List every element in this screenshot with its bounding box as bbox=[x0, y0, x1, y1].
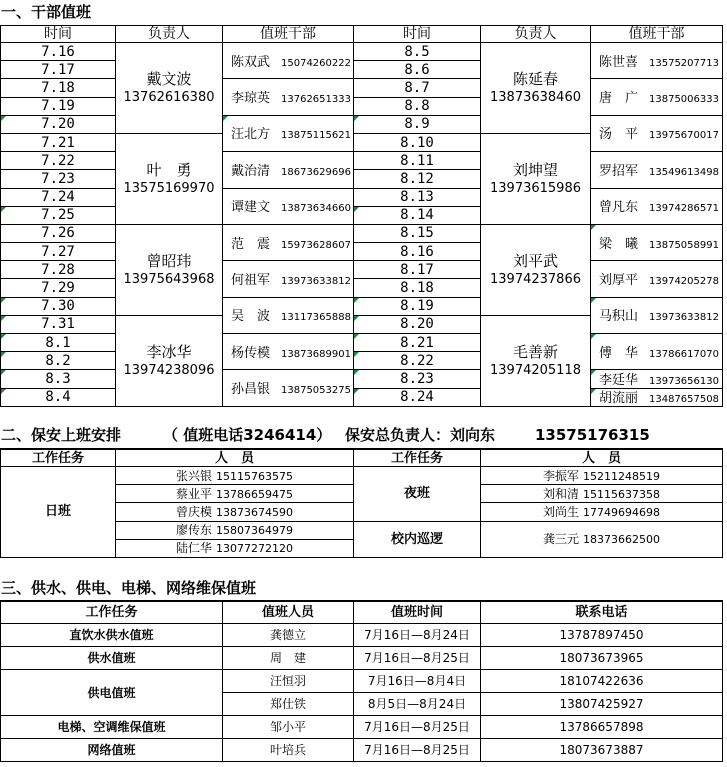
time-cell: 8.8 bbox=[354, 97, 481, 115]
time-cell: 7.26 bbox=[1, 224, 116, 242]
leader-name: 曾昭玮 bbox=[146, 251, 192, 270]
time-cell: 7.25 bbox=[1, 206, 116, 224]
period-cell: 7月16日—8月4日 bbox=[354, 670, 481, 693]
header-row bbox=[1, 601, 723, 624]
table-row bbox=[1, 388, 723, 406]
staff-phone: 13873689901 bbox=[281, 348, 351, 360]
staff-name: 唐 广 bbox=[599, 91, 639, 107]
staff-name: 李廷华 bbox=[599, 372, 639, 388]
person-cell: 龚德立 bbox=[223, 624, 354, 647]
time-cell: 8.11 bbox=[354, 152, 481, 170]
task-cell: 网络值班 bbox=[1, 739, 223, 762]
col-header-leader: 负责人 bbox=[116, 26, 223, 43]
staff-phone: 13786617070 bbox=[649, 348, 719, 360]
staff-name: 陈双武 bbox=[231, 54, 271, 70]
table-row bbox=[1, 739, 723, 762]
period-cell: 7月16日—8月25日 bbox=[354, 739, 481, 762]
staff-cell bbox=[223, 115, 354, 151]
time-cell: 8.6 bbox=[354, 61, 481, 79]
security-duty-phone-note: （ 值班电话3246414） bbox=[163, 426, 332, 444]
task-cell-night-shift: 夜班 bbox=[354, 467, 481, 522]
period-cell: 7月16日—8月25日 bbox=[354, 716, 481, 739]
col-header-phone: 联系电话 bbox=[481, 601, 723, 624]
section-title-cadre: 一、干部值班 bbox=[1, 3, 92, 21]
task-cell: 电梯、空调维保值班 bbox=[1, 716, 223, 739]
task-cell-day-shift: 日班 bbox=[1, 467, 116, 558]
time-cell: 8.21 bbox=[354, 334, 481, 352]
staff-phone: 13875115621 bbox=[281, 130, 351, 142]
staff-cell bbox=[591, 370, 723, 388]
phone-cell: 13786657898 bbox=[481, 716, 723, 739]
staff-name: 罗招军 bbox=[599, 163, 639, 179]
leader-cell bbox=[481, 224, 591, 315]
staff-phone: 13973633812 bbox=[649, 312, 719, 324]
person-cell: 郑仕铁 bbox=[223, 693, 354, 716]
cadre-duty-table bbox=[0, 25, 723, 407]
col-header-time: 时间 bbox=[354, 26, 481, 43]
time-cell: 7.20 bbox=[1, 115, 116, 133]
leader-phone: 13575169970 bbox=[123, 180, 215, 196]
member-name: 刘和清 bbox=[543, 486, 580, 501]
staff-name: 傅 华 bbox=[599, 345, 639, 361]
member-name: 廖传东 bbox=[176, 523, 213, 538]
leader-name: 毛善新 bbox=[512, 342, 558, 361]
time-cell: 7.16 bbox=[1, 43, 116, 61]
table-row bbox=[1, 370, 723, 388]
period-cell: 8月5日—8月24日 bbox=[354, 693, 481, 716]
member-phone: 15115763575 bbox=[216, 469, 293, 483]
staff-name: 戴治清 bbox=[231, 163, 271, 179]
time-cell: 7.28 bbox=[1, 261, 116, 279]
leader-cell bbox=[116, 315, 223, 406]
time-cell: 7.21 bbox=[1, 133, 116, 151]
col-header-time: 时间 bbox=[1, 26, 116, 43]
time-cell: 7.19 bbox=[1, 97, 116, 115]
staff-phone: 13974286571 bbox=[649, 203, 719, 215]
security-chief-phone: 13575176315 bbox=[535, 426, 650, 444]
time-cell: 8.10 bbox=[354, 133, 481, 151]
leader-cell bbox=[481, 43, 591, 134]
staff-phone: 13975670017 bbox=[649, 130, 719, 142]
time-cell: 8.20 bbox=[354, 315, 481, 333]
staff-cell bbox=[223, 152, 354, 188]
member-cell bbox=[481, 485, 723, 503]
leader-cell bbox=[116, 43, 223, 134]
table-row bbox=[1, 224, 723, 242]
col-header-members: 人 员 bbox=[116, 449, 354, 467]
time-cell: 7.18 bbox=[1, 79, 116, 97]
staff-phone: 13875058991 bbox=[649, 239, 719, 251]
col-header-person: 值班人员 bbox=[223, 601, 354, 624]
time-cell: 7.27 bbox=[1, 243, 116, 261]
staff-cell bbox=[591, 152, 723, 188]
staff-phone: 13117365888 bbox=[281, 312, 351, 324]
staff-phone: 13873634660 bbox=[281, 203, 351, 215]
staff-name: 杨传模 bbox=[231, 345, 271, 361]
col-header-staff: 值班干部 bbox=[591, 26, 723, 43]
member-cell bbox=[481, 521, 723, 557]
col-header-task: 工作任务 bbox=[1, 601, 223, 624]
staff-name: 孙昌银 bbox=[231, 382, 271, 398]
staff-cell bbox=[223, 261, 354, 297]
staff-name: 梁 曦 bbox=[599, 236, 639, 252]
staff-phone: 13973656130 bbox=[649, 375, 719, 387]
period-cell: 7月16日—8月25日 bbox=[354, 647, 481, 670]
staff-name: 陈世喜 bbox=[599, 54, 639, 70]
table-row bbox=[1, 716, 723, 739]
staff-phone: 15973628607 bbox=[281, 239, 351, 251]
leader-name: 叶 勇 bbox=[146, 160, 192, 179]
staff-cell bbox=[591, 224, 723, 260]
leader-phone: 13762616380 bbox=[123, 89, 215, 105]
staff-cell bbox=[591, 388, 723, 406]
staff-cell bbox=[223, 43, 354, 79]
table-row bbox=[1, 79, 723, 97]
table-row bbox=[1, 188, 723, 206]
maintenance-table bbox=[0, 600, 723, 762]
time-cell: 8.22 bbox=[354, 352, 481, 370]
staff-phone: 13487657508 bbox=[649, 394, 719, 406]
staff-phone: 13575207713 bbox=[649, 57, 719, 69]
leader-phone: 13974238096 bbox=[123, 362, 215, 378]
table-row bbox=[1, 670, 723, 693]
staff-cell bbox=[223, 334, 354, 370]
time-cell: 8.9 bbox=[354, 115, 481, 133]
staff-name: 吴 波 bbox=[231, 309, 271, 325]
task-cell: 供电值班 bbox=[1, 670, 223, 716]
table-row bbox=[1, 624, 723, 647]
staff-cell bbox=[591, 334, 723, 370]
section-title-maintenance: 三、供水、供电、电梯、网络维保值班 bbox=[1, 579, 257, 597]
leader-cell bbox=[481, 315, 591, 406]
staff-phone: 15074260222 bbox=[281, 57, 351, 69]
time-cell: 8.4 bbox=[1, 388, 116, 406]
staff-name: 马积山 bbox=[599, 309, 639, 325]
header-row bbox=[1, 26, 723, 43]
staff-cell bbox=[591, 261, 723, 297]
staff-name: 范 震 bbox=[231, 236, 271, 252]
time-cell: 8.3 bbox=[1, 370, 116, 388]
security-table bbox=[0, 448, 723, 558]
member-cell bbox=[481, 467, 723, 485]
phone-cell: 13787897450 bbox=[481, 624, 723, 647]
header-row bbox=[1, 449, 723, 467]
table-row bbox=[1, 297, 723, 315]
leader-name: 李冰华 bbox=[146, 342, 192, 361]
task-cell: 供水值班 bbox=[1, 647, 223, 670]
time-cell: 7.24 bbox=[1, 188, 116, 206]
member-phone: 13873674590 bbox=[216, 505, 293, 519]
staff-phone: 13762651333 bbox=[281, 94, 351, 106]
member-name: 曾庆模 bbox=[176, 504, 213, 519]
time-cell: 7.17 bbox=[1, 61, 116, 79]
time-cell: 8.5 bbox=[354, 43, 481, 61]
member-cell bbox=[116, 539, 354, 557]
member-cell bbox=[116, 467, 354, 485]
time-cell: 8.15 bbox=[354, 224, 481, 242]
staff-phone: 13549613498 bbox=[649, 166, 719, 178]
member-phone: 15807364979 bbox=[216, 524, 293, 538]
staff-cell bbox=[591, 188, 723, 224]
leader-phone: 13975643968 bbox=[123, 271, 215, 287]
member-cell bbox=[116, 503, 354, 521]
person-cell: 叶培兵 bbox=[223, 739, 354, 762]
time-cell: 8.7 bbox=[354, 79, 481, 97]
member-name: 蔡业平 bbox=[176, 486, 213, 501]
security-chief-label: 保安总负责人：刘向东 bbox=[345, 426, 496, 444]
member-phone: 17749694698 bbox=[583, 505, 660, 519]
member-name: 张兴银 bbox=[176, 468, 213, 483]
phone-cell: 18107422636 bbox=[481, 670, 723, 693]
person-cell: 汪恒羽 bbox=[223, 670, 354, 693]
phone-cell: 18073673965 bbox=[481, 647, 723, 670]
member-phone: 13786659475 bbox=[216, 487, 293, 501]
leader-cell bbox=[116, 133, 223, 224]
col-header-staff: 值班干部 bbox=[223, 26, 354, 43]
leader-cell bbox=[481, 133, 591, 224]
time-cell: 8.18 bbox=[354, 279, 481, 297]
staff-cell bbox=[223, 224, 354, 260]
staff-cell bbox=[223, 188, 354, 224]
table-row bbox=[1, 43, 723, 61]
period-cell: 7月16日—8月24日 bbox=[354, 624, 481, 647]
staff-name: 刘厚平 bbox=[599, 272, 639, 288]
section-title-security: 二、保安上班安排 bbox=[1, 426, 122, 444]
time-cell: 7.31 bbox=[1, 315, 116, 333]
time-cell: 7.30 bbox=[1, 297, 116, 315]
table-row bbox=[1, 334, 723, 352]
time-cell: 8.14 bbox=[354, 206, 481, 224]
leader-name: 刘平武 bbox=[512, 251, 558, 270]
task-cell-campus-patrol: 校内巡逻 bbox=[354, 521, 481, 557]
staff-cell bbox=[223, 79, 354, 115]
staff-phone: 13973633812 bbox=[281, 275, 351, 287]
staff-phone: 13974205278 bbox=[649, 275, 719, 287]
leader-phone: 13973615986 bbox=[490, 180, 581, 196]
table-row bbox=[1, 467, 723, 485]
table-row bbox=[1, 115, 723, 133]
time-cell: 8.2 bbox=[1, 352, 116, 370]
col-header-task: 工作任务 bbox=[354, 449, 481, 467]
phone-cell: 13807425927 bbox=[481, 693, 723, 716]
time-cell: 8.17 bbox=[354, 261, 481, 279]
staff-name: 何祖军 bbox=[231, 272, 271, 288]
time-cell: 8.23 bbox=[354, 370, 481, 388]
staff-name: 谭建文 bbox=[231, 200, 271, 216]
leader-phone: 13873638460 bbox=[490, 89, 581, 105]
time-cell: 8.19 bbox=[354, 297, 481, 315]
leader-cell bbox=[116, 224, 223, 315]
staff-phone: 13875006333 bbox=[649, 94, 719, 106]
leader-name: 陈延春 bbox=[512, 69, 558, 88]
leader-phone: 13974237866 bbox=[490, 271, 581, 287]
member-phone: 18373662500 bbox=[583, 533, 660, 547]
time-cell: 8.16 bbox=[354, 243, 481, 261]
member-phone: 15211248519 bbox=[583, 469, 660, 483]
member-name: 李振军 bbox=[543, 468, 580, 483]
table-row bbox=[1, 152, 723, 170]
leader-phone: 13974205118 bbox=[490, 362, 581, 378]
staff-cell bbox=[591, 115, 723, 151]
time-cell: 8.1 bbox=[1, 334, 116, 352]
staff-cell bbox=[591, 79, 723, 115]
col-header-members: 人 员 bbox=[481, 449, 723, 467]
staff-name: 汤 平 bbox=[599, 127, 639, 143]
time-cell: 8.13 bbox=[354, 188, 481, 206]
time-cell: 8.12 bbox=[354, 170, 481, 188]
col-header-leader: 负责人 bbox=[481, 26, 591, 43]
member-cell bbox=[116, 485, 354, 503]
table-row bbox=[1, 261, 723, 279]
staff-phone: 18673629696 bbox=[281, 166, 351, 178]
time-cell: 8.24 bbox=[354, 388, 481, 406]
col-header-period: 值班时间 bbox=[354, 601, 481, 624]
time-cell: 7.22 bbox=[1, 152, 116, 170]
time-cell: 7.23 bbox=[1, 170, 116, 188]
member-cell bbox=[481, 503, 723, 521]
staff-name: 曾凡东 bbox=[599, 200, 639, 216]
member-phone: 15115637358 bbox=[583, 487, 660, 501]
member-name: 刘尚生 bbox=[543, 504, 580, 519]
member-name: 龚三元 bbox=[543, 532, 580, 547]
time-cell: 7.29 bbox=[1, 279, 116, 297]
leader-name: 戴文波 bbox=[146, 69, 192, 88]
member-cell bbox=[116, 521, 354, 539]
staff-name: 胡流丽 bbox=[599, 391, 639, 407]
task-cell: 直饮水供水值班 bbox=[1, 624, 223, 647]
member-phone: 13077272120 bbox=[216, 542, 293, 556]
col-header-task: 工作任务 bbox=[1, 449, 116, 467]
staff-name: 李琼英 bbox=[231, 91, 271, 107]
staff-cell bbox=[223, 297, 354, 333]
leader-name: 刘坤望 bbox=[512, 160, 558, 179]
phone-cell: 18073673887 bbox=[481, 739, 723, 762]
person-cell: 邹小平 bbox=[223, 716, 354, 739]
staff-cell bbox=[591, 297, 723, 333]
staff-cell bbox=[591, 43, 723, 79]
staff-cell bbox=[223, 370, 354, 406]
staff-name: 汪北方 bbox=[231, 127, 271, 143]
table-row bbox=[1, 647, 723, 670]
member-name: 陆仁华 bbox=[176, 541, 213, 556]
person-cell: 周 建 bbox=[223, 647, 354, 670]
staff-phone: 13875053275 bbox=[281, 385, 351, 397]
